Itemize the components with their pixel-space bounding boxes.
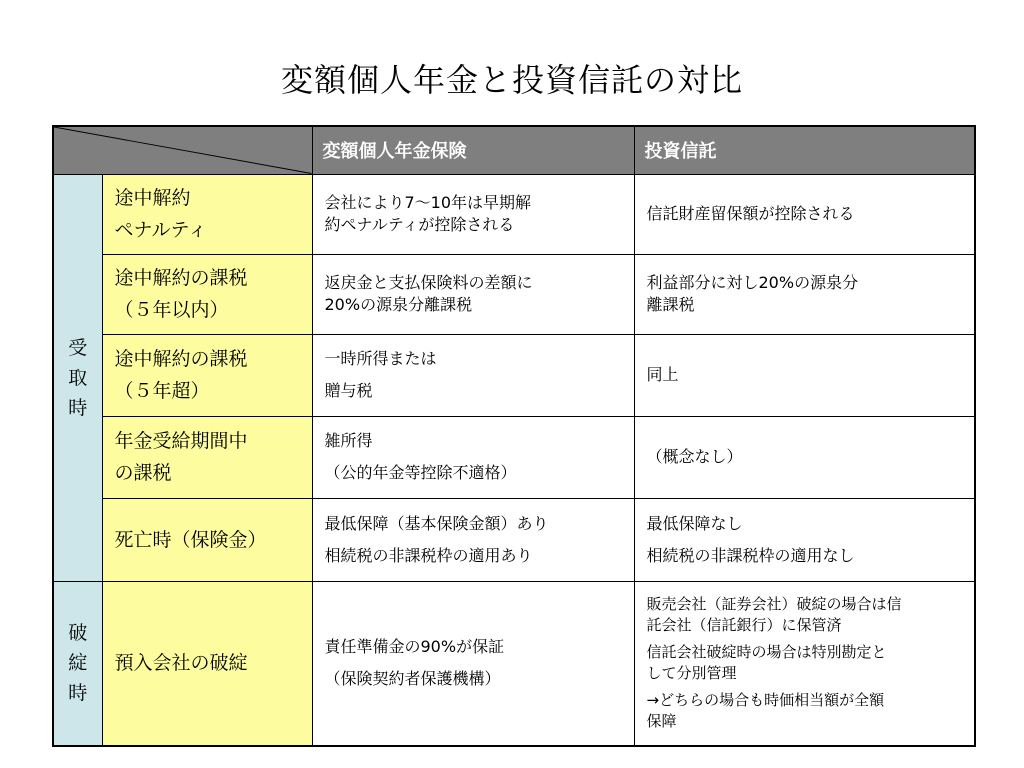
annuity-cell: 雑所得 （公的年金等控除不適格） bbox=[312, 416, 634, 498]
group-label-receipt bbox=[53, 174, 102, 581]
group-label-char: 時 bbox=[68, 682, 88, 705]
header-fund: 投資信託 bbox=[634, 126, 975, 174]
row-label: 途中解約 ペナルティ bbox=[102, 174, 312, 254]
annuity-cell: 一時所得または 贈与税 bbox=[312, 334, 634, 416]
row-label: 途中解約の課税 （５年超） bbox=[102, 334, 312, 416]
page-title: 変額個人年金と投資信託の対比 bbox=[280, 61, 743, 99]
fund-cell: 利益部分に対し20%の源泉分 離課税 bbox=[634, 254, 975, 334]
header-row bbox=[53, 126, 975, 174]
table-row bbox=[53, 254, 975, 334]
group-label-char: 破 bbox=[68, 622, 88, 645]
group-label-char: 取 bbox=[68, 366, 88, 389]
annuity-cell: 会社により7～10年は早期解 約ペナルティが控除される bbox=[312, 174, 634, 254]
table-row bbox=[53, 416, 975, 498]
diagonal-divider bbox=[54, 127, 312, 174]
annuity-cell: 責任準備金の90%が保証 （保険契約者保護機構） bbox=[312, 581, 634, 746]
header-corner bbox=[53, 126, 312, 174]
fund-cell: 信託財産留保額が控除される bbox=[634, 174, 975, 254]
table-row bbox=[53, 498, 975, 581]
fund-cell: （概念なし） bbox=[634, 416, 975, 498]
row-label: 預入会社の破綻 bbox=[102, 581, 312, 746]
group-label-char: 時 bbox=[68, 396, 88, 419]
table-row bbox=[53, 334, 975, 416]
comparison-table bbox=[52, 125, 976, 747]
table-row bbox=[53, 174, 975, 254]
group-label-char: 受 bbox=[68, 336, 88, 359]
row-label: 途中解約の課税 （５年以内） bbox=[102, 254, 312, 334]
row-label: 年金受給期間中 の課税 bbox=[102, 416, 312, 498]
fund-cell: 販売会社（証券会社）破綻の場合は信 託会社（信託銀行）に保管済 信託会社破綻時の場合は特別勘定と して分別管理 →どちらの場合も時価相当額が全額 保障 bbox=[634, 581, 975, 746]
header-annuity: 変額個人年金保険 bbox=[312, 126, 634, 174]
fund-cell: 同上 bbox=[634, 334, 975, 416]
group-label-char: 綻 bbox=[68, 652, 88, 675]
fund-cell: 最低保障なし 相続税の非課税枠の適用なし bbox=[634, 498, 975, 581]
group-label-text bbox=[54, 618, 102, 708]
group-label-failure bbox=[53, 581, 102, 746]
table-row bbox=[53, 581, 975, 746]
annuity-cell: 返戻金と支払保険料の差額に 20%の源泉分離課税 bbox=[312, 254, 634, 334]
group-label-text bbox=[54, 333, 102, 423]
annuity-cell: 最低保障（基本保険金額）あり 相続税の非課税枠の適用あり bbox=[312, 498, 634, 581]
row-label: 死亡時（保険金） bbox=[102, 498, 312, 581]
